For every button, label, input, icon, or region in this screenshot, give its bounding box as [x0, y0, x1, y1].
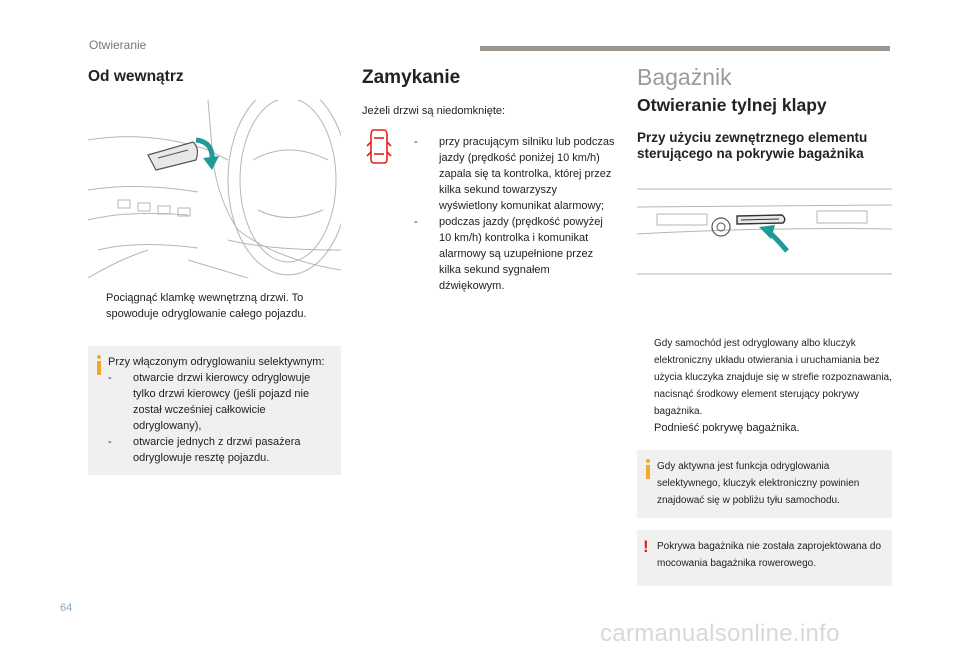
- info-note-intro: Przy włączonym odryglowaniu selektywnym:: [108, 356, 325, 368]
- info-note-text: Gdy aktywna jest funkcja odryglowania selektywnego, kluczyk elektroniczny powinien znajdować się w pobliżu tyłu samochodu.: [657, 461, 860, 506]
- door-open-warning-icon: [366, 126, 392, 166]
- column-boot: [637, 62, 892, 586]
- inside-instruction: [88, 290, 341, 322]
- list-item: - przy pracującym silniku lub podczas jazdy (prędkość poniżej 10 km/h) zapala się ta kontrolka, której przez kilka sekund towarzyszy wyświetlony komunikat alarmowy;: [414, 136, 615, 212]
- closing-list: [414, 134, 615, 294]
- section-title: Otwieranie: [89, 38, 147, 52]
- boot-instruction: [637, 335, 892, 420]
- column-closing: [362, 62, 615, 294]
- inside-instruction-text: Pociągnąć klamkę wewnętrzną drzwi. To spowoduje odryglowanie całego pojazdu.: [106, 292, 307, 320]
- boot-instructions: [637, 335, 892, 437]
- tailgate-drawing: [637, 179, 892, 299]
- boot-instruction-text: Gdy samochód jest odryglowany albo kluczyk elektroniczny układu otwierania i uruchamiania bez użycia kluczyka znajduje się w strefie rozpoznawania, nacisnąć środkowy element sterujący pokrywy bagażnika.: [654, 338, 892, 417]
- list-item-text: otwarcie jednych z drzwi pasażera odryglowuje resztę pojazdu.: [133, 436, 301, 464]
- list-item-text: podczas jazdy (prędkość powyżej 10 km/h) kontrolka i komunikat alarmowy są uzupełnione przez kilka sekund sygnałem dźwiękowym.: [439, 216, 603, 292]
- warning-note-bike-rack: [637, 530, 892, 586]
- door-handle-drawing: [88, 100, 341, 278]
- header-bar: [480, 46, 890, 51]
- list-item-text: przy pracującym silniku lub podczas jazdy (prędkość poniżej 10 km/h) zapala się ta kontrolka, której przez kilka sekund towarzyszy wyświetlony komunikat alarmowy;: [439, 136, 615, 212]
- closing-intro: Jeżeli drzwi są niedomknięte:: [362, 105, 506, 117]
- watermark: carmanualsonline.info: [600, 620, 840, 647]
- heading-boot: Bagażnik: [637, 64, 732, 90]
- boot-instruction: [637, 420, 892, 437]
- tailgate-control-illustration: [637, 179, 892, 299]
- heading-closing: Zamykanie: [362, 67, 461, 88]
- page-number: 64: [60, 602, 73, 614]
- subheading-external-control: Przy użyciu zewnętrznego elementu sterującego na pokrywie bagażnika: [637, 130, 868, 161]
- info-note-list: [108, 370, 333, 466]
- list-item: - podczas jazdy (prędkość powyżej 10 km/h) kontrolka i komunikat alarmowy są uzupełnione przez kilka sekund sygnałem dźwiękowym.: [414, 216, 603, 292]
- list-item-text: otwarcie drzwi kierowcy odryglowuje tylko drzwi kierowcy (jeśli pojazd nie został wcześniej całkowicie odryglowany),: [133, 372, 311, 432]
- interior-handle-illustration: [88, 100, 341, 278]
- warning-note-text: Pokrywa bagażnika nie została zaprojektowana do mocowania bagażnika rowerowego.: [657, 541, 882, 569]
- boot-instruction-text: Podnieść pokrywę bagażnika.: [654, 422, 800, 434]
- list-item: - otwarcie drzwi kierowcy odryglowuje tylko drzwi kierowcy (jeśli pojazd nie został wcześniej całkowicie odryglowany),: [108, 372, 311, 432]
- heading-inside: Od wewnątrz: [88, 68, 184, 85]
- info-icon: [96, 355, 102, 375]
- info-note-selective: [88, 346, 341, 475]
- heading-tailgate: Otwieranie tylnej klapy: [637, 95, 827, 115]
- warning-icon: !: [643, 537, 649, 556]
- door-open-warning-lamp: [366, 126, 392, 171]
- list-item: - otwarcie jednych z drzwi pasażera odryglowuje resztę pojazdu.: [108, 436, 301, 464]
- info-note-selective-key: [637, 450, 892, 518]
- info-icon: [645, 459, 651, 479]
- column-inside: [88, 62, 341, 475]
